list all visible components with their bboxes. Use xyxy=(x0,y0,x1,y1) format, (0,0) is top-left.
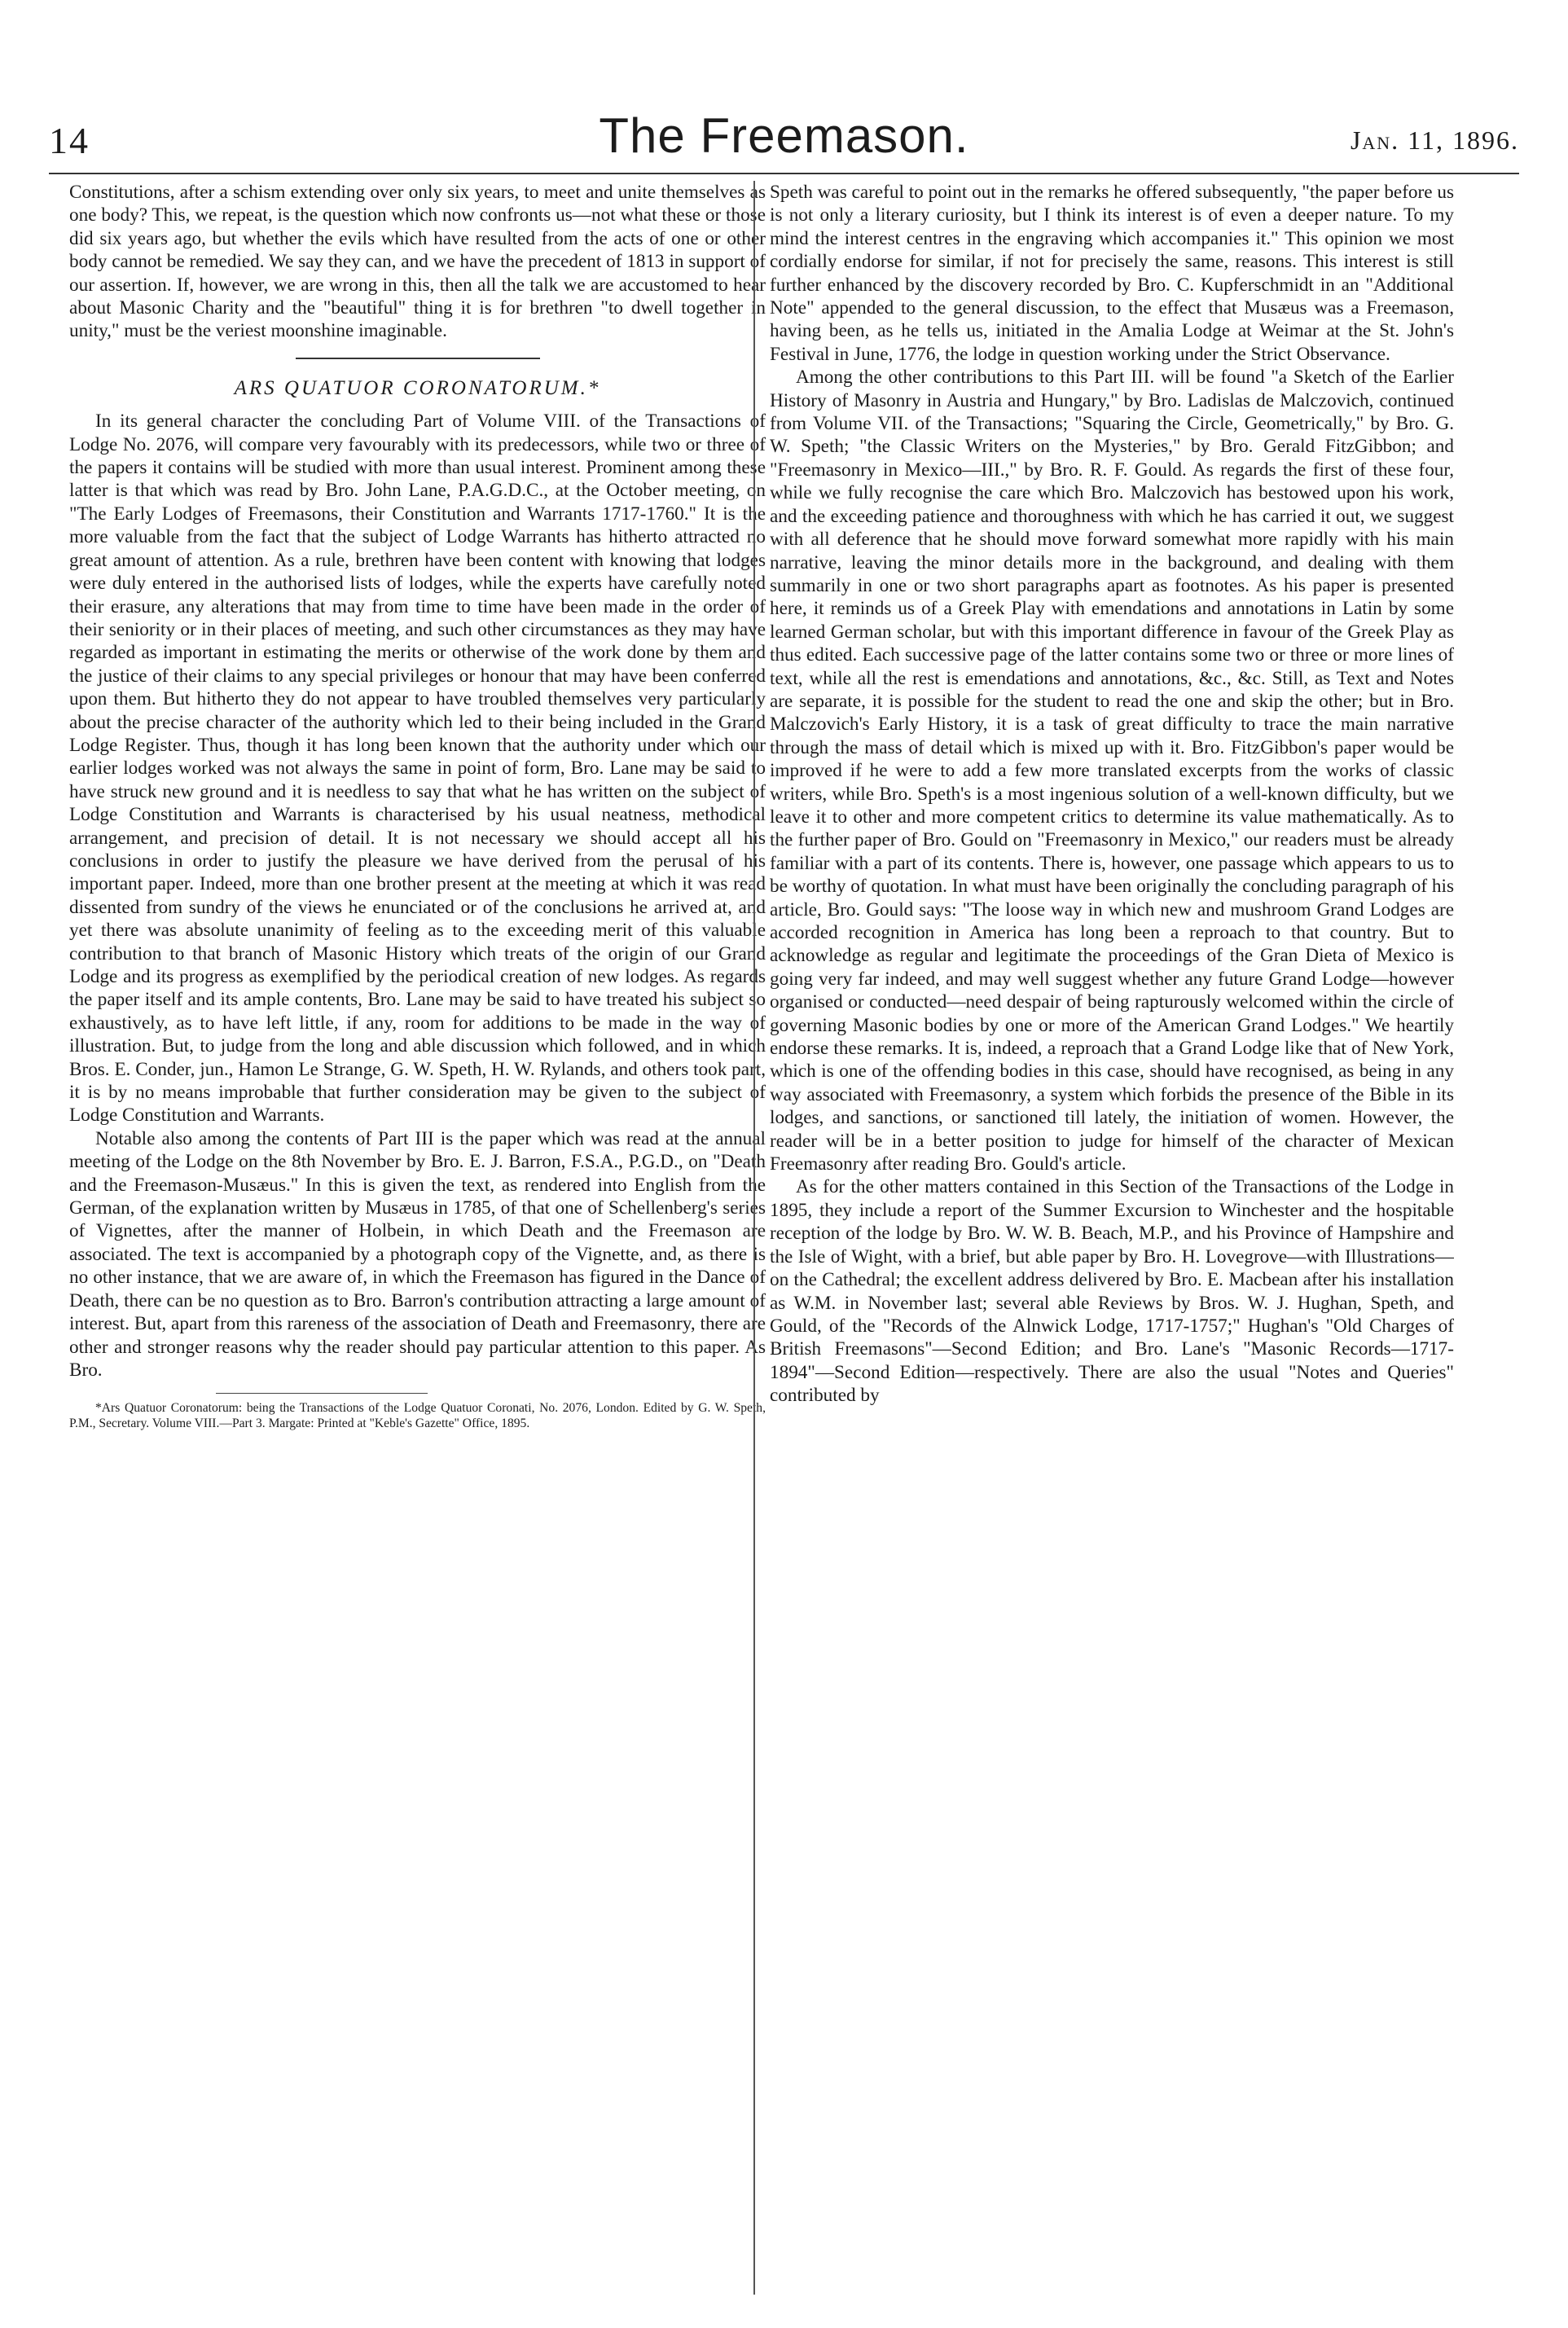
right-column xyxy=(753,181,1454,2295)
intro-paragraph: Constitutions, after a schism extending over only six years, to meet and unite themselves as one body? This, we repeat, is the question which now confronts us—not what these or those did six years ago, but whether the evils which have resulted from the acts of one or other body cannot be remedied. We say they can, and we have the precedent of 1813 in support of our assertion. If, however, we are wrong in this, then all the talk we are accustomed to hear about Masonic Charity and the "beautiful" thing it is for brethren "to dwell together in unity," must be the veriest moonshine imaginable. xyxy=(69,182,766,342)
right-paragraph-1: Speth was careful to point out in the remarks he offered subsequently, "the paper before us is not only a literary curiosity, but I think its interest is of even a deeper nature. To my mind the interest centres in the engraving which accompanies it." This opinion we most cordially endorse for similar, if not for precisely the same, reasons. This interest is still further enhanced by the discovery recorded by Bro. C. Kupferschmidt in an "Additional Note" appended to the general discussion, to the effect that Musæus was a Freemason, having been, as he tells us, initiated in the Amalia Lodge at Weimar at the St. John's Festival in June, 1776, the lodge in question working under the Strict Observance. xyxy=(770,182,1454,365)
right-paragraph-3: As for the other matters contained in this Section of the Transactions of the Lodge in 1895, they include a report of the Summer Excursion to Winchester and the hospitable reception of the lodge by Bro. W. W. B. Beach, M.P., and his Province of Hampshire and the Isle of Wight, with a brief, but able paper by Bro. H. Lovegrove—with Illustrations—on the Cathedral; the excellent address delivered by Bro. E. Macbean after his installation as W.M. in November last; several able Reviews by Bros. W. J. Hughan, Speth, and Gould, of the "Records of the Alnwick Lodge, 1717-1757;" Hughan's "Old Charges of British Freemasons"—Second Edition; and Bro. Lane's "Masonic Records—1717-1894"—Second Edition—respectively. There are also the usual "Notes and Queries" contributed by xyxy=(770,1176,1454,1407)
page-number: 14 xyxy=(49,120,90,161)
article-paragraph-1: In its general character the concluding Part of Volume VIII. of the Transactions of Lodge No. 2076, will compare very favourably with its predecessors, while two or three of the papers it contains will be studied with more than usual interest. Prominent among these latter is that which was read by Bro. John Lane, P.A.G.D.C., at the October meeting, on "The Early Lodges of Freemasons, their Constitution and Warrants 1717-1760." It is the more valuable from the fact that the subject of Lodge Warrants has hitherto attracted no great amount of attention. As a rule, brethren have been content with knowing that lodges were duly entered in the authorised lists of lodges, while the experts have carefully noted their erasure, any alterations that may from time to time have been made in the order of their seniority or in their places of meeting, and such other circumstances as they may have regarded as important in estimating the merits or otherwise of the work done by them and the justice of their claims to any special privileges or honour that may have been conferred upon them. But hitherto they do not appear to have troubled themselves very particularly about the precise character of the authority which led to their being included in the Grand Lodge Register. Thus, though it has long been known that the authority under which our earlier lodges worked was not always the same in point of form, Bro. Lane may be said to have struck new ground and it is needless to say that what he has written on the subject of Lodge Constitution and Warrants is characterised by his usual neatness, methodical arrangement, and precision of detail. It is not necessary we should accept all his conclusions in order to justify the pleasure we have derived from the perusal of his important paper. Indeed, more than one brother present at the meeting at which it was read dissented from sundry of the views he enunciated or of the conclusions he arrived at, and yet there was absolute unanimity of feeling as to the exceeding merit of this valuable contribution to that branch of Masonic History which treats of the origin of our Grand Lodge and its progress as exemplified by the periodical creation of new lodges. As regards the paper itself and its ample contents, Bro. Lane may be said to have treated his subject so exhaustively, as to have left little, if any, room for additions to be made in the way of illustration. But, to judge from the long and able discussion which followed, and in which Bros. E. Conder, jun., Hamon Le Strange, G. W. Speth, H. W. Rylands, and others took part, it is by no means improbable that further consideration may be given to the subject of Lodge Constitution and Warrants. xyxy=(69,411,766,1127)
article-paragraph-2: Notable also among the contents of Part III is the paper which was read at the annual meeting of the Lodge on the 8th November by Bro. E. J. Barron, F.S.A., P.G.D., on "Death and the Freemason-Musæus." In this is given the text, as rendered into English from the German, of the explanation written by Musæus in 1785, of that one of Schellenberg's series of Vignettes, after the manner of Holbein, in which Death and the Freemason are associated. The text is accompanied by a photograph copy of the Vignette, and, as there is no other instance, that we are aware of, in which the Freemason has figured in the Dance of Death, there can be no question as to Bro. Barron's contribution attracting a large amount of interest. But, apart from this rareness of the association of Death and Freemasonry, there are other and stronger reasons why the reader should pay particular attention to this paper. As Bro. xyxy=(69,1127,766,1381)
left-column xyxy=(69,181,766,2295)
section-divider xyxy=(296,358,540,359)
masthead-title: The Freemason. xyxy=(599,108,969,163)
issue-date: Jan. 11, 1896. xyxy=(1350,125,1519,155)
page-header xyxy=(49,108,1519,165)
article-title: ARS QUATUOR CORONATORUM.* xyxy=(234,376,601,399)
footnote: *Ars Quatuor Coronatorum: being the Transactions of the Lodge Quatuor Coronati, No. 2076, London. Edited by G. W. Speth, P.M., Secretary. Volume VIII.—Part 3. Margate: Printed at "Keble's Gazette" Office, 1895. xyxy=(69,1401,766,1431)
right-paragraph-2: Among the other contributions to this Part III. will be found "a Sketch of the Earlier History of Masonry in Austria and Hungary," by Bro. Ladislas de Malczovich, continued from Volume VII. of the Transactions; "Squaring the Circle, Geometrically," by Bro. G. W. Speth; "the Classic Writers on the Mysteries," by Bro. Gerald FitzGibbon; and "Freemasonry in Mexico—III.," by Bro. R. F. Gould. As regards the first of these four, while we fully recognise the care which Bro. Malczovich has bestowed upon his work, and the exceeding patience and thoroughness with which he has carried it out, we suggest with all deference that he should move forward somewhat more rapidly with his main narrative, leaving the minor details more in the background, and dealing with them summarily in one or two short paragraphs apart as footnotes. As his paper is presented here, it reminds us of a Greek Play with emendations and annotations in Latin by some learned German scholar, but with this important difference in favour of the Greek Play as thus edited. Each successive page of the latter contains some two or three or more lines of text, while all the rest is emendations and annotations, &c., &c. Still, as Text and Notes are separate, it is possible for the student to read the one and skip the other; but in Bro. Malczovich's Early History, it is a task of great difficulty to trace the main narrative through the mass of detail which is mixed up with it. Bro. FitzGibbon's paper would be improved if he were to add a few more translated excerpts from the works of classic writers, while Bro. Speth's is a most ingenious solution of a well-known difficulty, but we leave it to other and more competent critics to determine its value mathematically. As to the further paper of Bro. Gould on "Freemasonry in Mexico," our readers must be already familiar with a part of its contents. There is, however, one passage which appears to us to be worthy of quotation. In what must have been originally the concluding paragraph of his article, Bro. Gould says: "The loose way in which new and mushroom Grand Lodges are accorded recognition in America has long been a reproach to that country. But to acknowledge as regular and legitimate the proceedings of the Gran Dieta of Mexico is going very far indeed, and may well suggest whether any future Grand Lodge—however organised or conducted—need despair of being rapturously welcomed within the circle of governing Masonic bodies by one or more of the American Grand Lodges." We heartily endorse these remarks. It is, indeed, a reproach that a Grand Lodge like that of New York, which is one of the offending bodies in this case, should have recognised, as being in any way associated with Freemasonry, a system which forbids the presence of the Bible in its lodges, and sanctions, or sanctioned till lately, the initiation of women. However, the reader will be in a better position to judge for himself of the character of Mexican Freemasonry after reading Bro. Gould's article. xyxy=(770,367,1454,1175)
footnote-divider xyxy=(216,1393,428,1394)
header-rule xyxy=(49,173,1519,174)
